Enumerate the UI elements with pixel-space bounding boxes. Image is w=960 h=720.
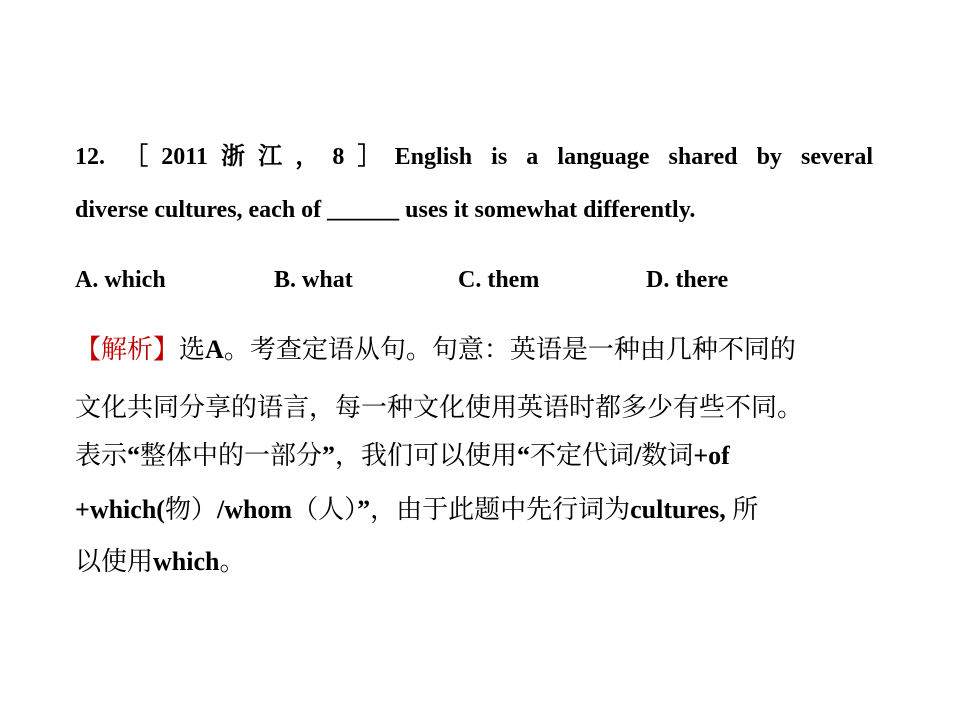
analysis-text: 不定代词 xyxy=(530,441,635,470)
analysis-text: 以使用 xyxy=(75,547,154,576)
analysis-text: +which( xyxy=(75,495,165,524)
analysis-text: （人） xyxy=(292,495,358,524)
quote-mark: ” xyxy=(357,495,371,524)
analysis-text: 表示 xyxy=(75,441,128,470)
analysis-text: / xyxy=(634,441,642,470)
analysis-text: ，由于此题中先行词为 xyxy=(370,495,631,524)
analysis-line-1 xyxy=(75,334,796,366)
analysis-text: 数词 xyxy=(641,441,694,470)
analysis-text: which xyxy=(153,547,220,576)
analysis-text: 。 xyxy=(219,547,246,576)
quote-mark: “ xyxy=(127,441,141,470)
analysis-tag: 【解析】 xyxy=(75,335,180,364)
source-year: 2011 xyxy=(161,144,208,170)
analysis-text: 。考查定语从句。句意：英语是一种由几种不同的 xyxy=(223,335,796,364)
option-c: C. them xyxy=(458,267,540,293)
option-b: B. what xyxy=(274,267,353,293)
question-line-1 xyxy=(75,142,873,172)
analysis-line-5 xyxy=(75,546,246,578)
analysis-text: +of xyxy=(693,441,730,470)
answer-letter: A xyxy=(205,335,224,364)
source-region: 浙江， xyxy=(207,144,333,170)
analysis-text: 物 xyxy=(164,495,191,524)
analysis-line-4 xyxy=(75,494,758,526)
source-open-bracket: ［ xyxy=(124,144,162,170)
question-line-2: diverse cultures, each of ______ uses it somewhat differently. xyxy=(75,197,696,223)
option-a: A. which xyxy=(75,267,166,293)
analysis-text: 选 xyxy=(179,335,206,364)
analysis-text: 整体中的一部分 xyxy=(140,441,323,470)
analysis-text: ，我们可以使用 xyxy=(335,441,518,470)
analysis-text: /whom xyxy=(216,495,293,524)
analysis-text: cultures, xyxy=(630,495,726,524)
analysis-text: ） xyxy=(190,495,217,524)
source-close-bracket: ］ xyxy=(344,144,395,170)
analysis-line-3 xyxy=(75,440,730,472)
analysis-text: 所 xyxy=(725,495,759,524)
question-text-line-1: English is a language shared by several xyxy=(394,144,874,170)
source-index: 8 xyxy=(332,144,345,170)
analysis-line-2: 文化共同分享的语言，每一种文化使用英语时都多少有些不同。 xyxy=(75,393,804,422)
quote-mark: “ xyxy=(517,441,531,470)
quote-mark: ” xyxy=(322,441,336,470)
option-d: D. there xyxy=(646,267,729,293)
question-number: 12. xyxy=(75,144,105,170)
